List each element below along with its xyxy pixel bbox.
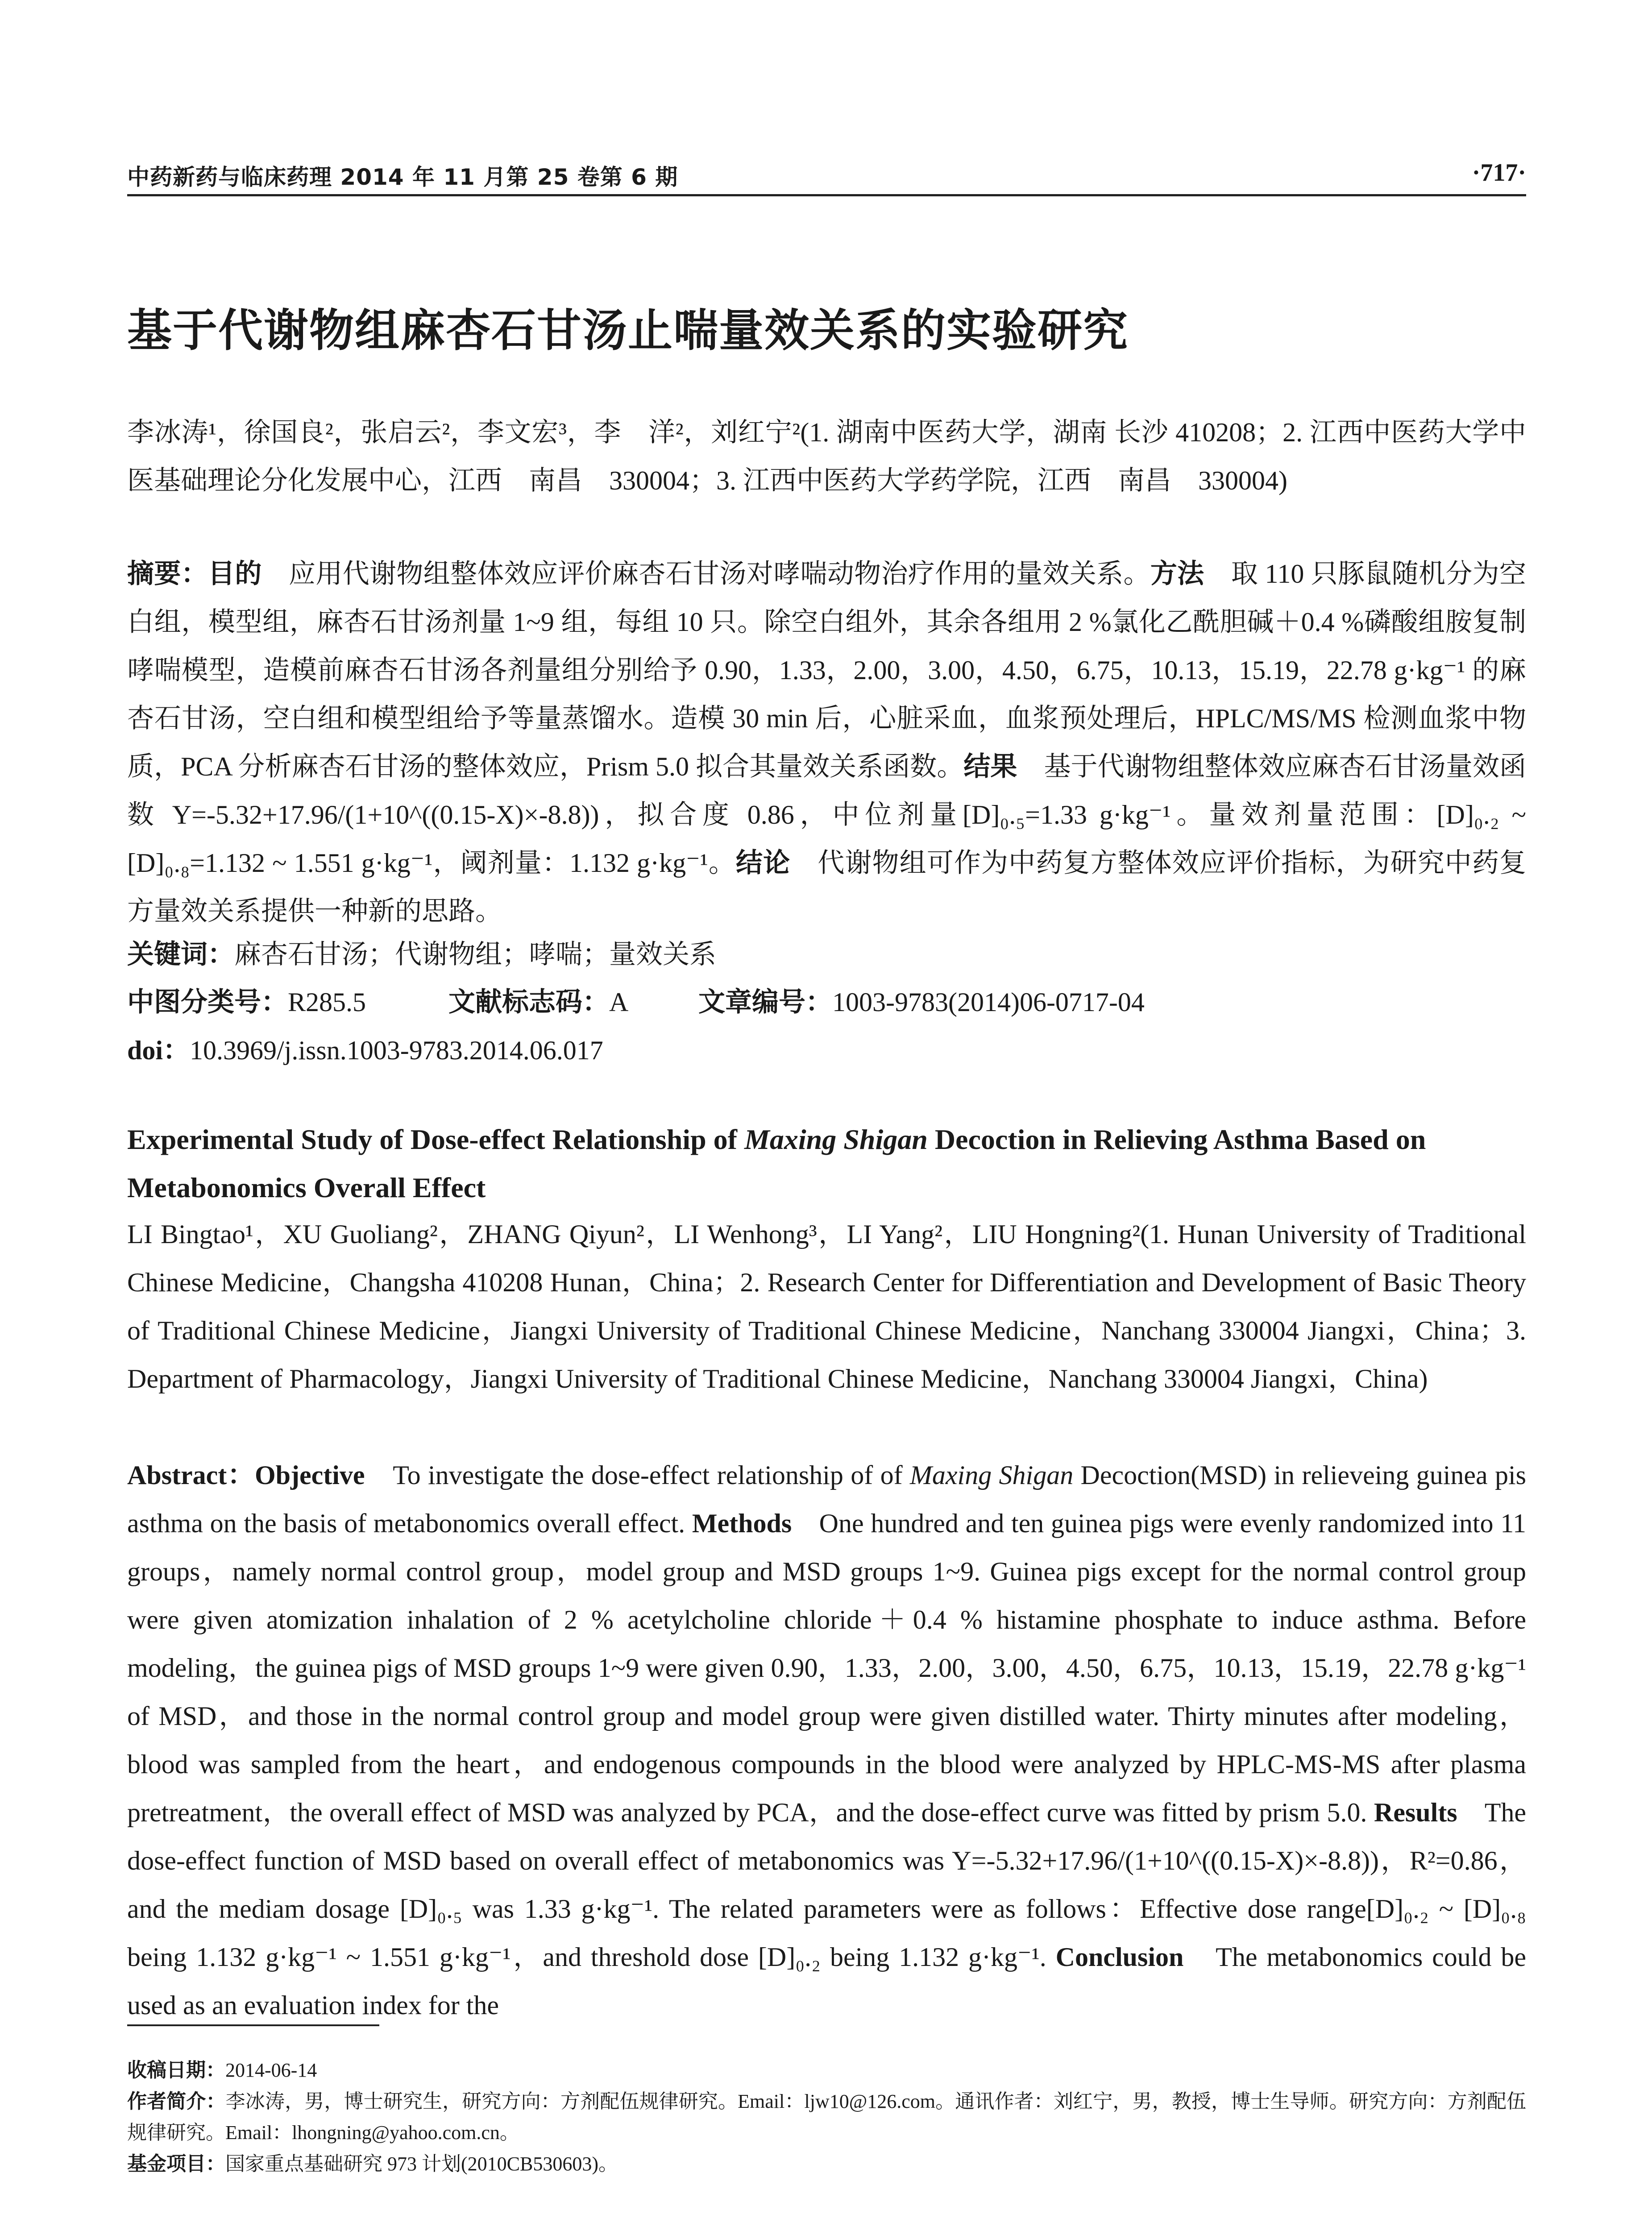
doc-code-label: 文献标志码：: [448, 987, 609, 1018]
doi-label: doi：: [127, 1036, 190, 1065]
footnote-author-info: [127, 2086, 1526, 2148]
funding-label: 基金项目：: [127, 2152, 225, 2175]
english-authors: LI Bingtao¹，XU Guoliang²，ZHANG Qiyun²，LI Wenhong³，LI Yang²，LIU Hongning²(1. Hunan University of Traditional Chinese Medicine，Changsha 410208 Hunan，China；2. Research Center for Differentiation and Development of Basic Theory of Traditional Chinese Medicine，Jiangxi University of Traditional Chinese Medicine，Nanchang 330004 Jiangxi，China；3. Department of Pharmacology，Jiangxi University of Traditional Chinese Medicine，Nanchang 330004 Jiangxi，China): [127, 1219, 1526, 1393]
clc-entry: [127, 978, 448, 1026]
results-text-en: The dose-effect function of MSD based on overall effect of metabonomics was Y=-5.32+17.96/(1+10^((0.15-X)×-8.8))，R²=0.86，and the mediam dosage [D]₀.₅ was 1.33 g·kg⁻¹. The related parameters were as follows：Effective dose range[D]₀.₂ ~ [D]₀.₈ being 1.132 g·kg⁻¹ ~ 1.551 g·kg⁻¹，and threshold dose [D]₀.₂ being 1.132 g·kg⁻¹.: [127, 1798, 1527, 1972]
conclusion-label-cn: 结论: [736, 847, 791, 879]
page-number: ·717·: [1472, 159, 1526, 187]
chinese-authors: 李冰涛¹，徐国良²，张启云²，李文宏³，李 洋²，刘红宁²(1. 湖南中医药大学，湖南 长沙 410208；2. 江西中医药大学中医基础理论分化发展中心，江西 南昌 330004；3. 江西中医药大学药学院，江西 南昌 330004): [127, 418, 1526, 495]
author-info-text: 李冰涛，男，博士研究生，研究方向：方剂配伍规律研究。Email：ljw10@126.com。通讯作者：刘红宁，男，教授，博士生导师。研究方向：方剂配伍规律研究。Email：lhongning@yahoo.com.cn。: [127, 2090, 1526, 2144]
chinese-keywords: [127, 930, 1526, 979]
conclusion-text-en: The metabonomics could be used as an evaluation index for the: [127, 1942, 1526, 2020]
english-title-part2: Decoction in Relieving Asthma Based on Metabonomics Overall Effect: [127, 1124, 1426, 1203]
keywords-text-cn: 麻杏石甘汤；代谢物组；哮喘；量效关系: [234, 940, 716, 969]
author-info-label: 作者简介：: [127, 2090, 226, 2113]
methods-label-en: Methods: [692, 1509, 792, 1538]
objective-label-en: Objective: [254, 1460, 365, 1490]
article-number-label: 文章编号：: [698, 987, 832, 1018]
english-abstract: [127, 1451, 1526, 2029]
funding-text: 国家重点基础研究 973 计划(2010CB530603)。: [225, 2153, 618, 2175]
methods-label-cn: 方法: [1150, 558, 1204, 589]
chinese-title: 基于代谢物组麻杏石甘汤止喘量效关系的实验研究: [127, 304, 1129, 357]
methods-text-en: One hundred and ten guinea pigs were evenly randomized into 11 groups，namely normal control group，model group and MSD groups 1~9. Guinea pigs except for the normal control group were given atomization inhalation of 2 % acetylcholine chloride＋0.4 % histamine phosphate to induce asthma. Before modeling，the guinea pigs of MSD groups 1~9 were given 0.90，1.33，2.00，3.00，4.50，6.75，10.13，15.19，22.78 g·kg⁻¹ of MSD，and those in the normal control group and model group were given distilled water. Thirty minutes after modeling，blood was sampled from the heart，and endogenous compounds in the blood were analyzed by HPLC-MS-MS after plasma pretreatment，the overall effect of MSD was analyzed by PCA，and the dose-effect curve was fitted by prism 5.0.: [127, 1509, 1526, 1827]
doc-code-value: A: [609, 987, 629, 1017]
english-title-italic: Maxing Shigan: [744, 1124, 928, 1155]
received-label: 收稿日期：: [127, 2059, 225, 2082]
results-label-cn: 结果: [963, 751, 1017, 782]
article-number-entry: [698, 978, 1145, 1026]
footnote-funding: [127, 2148, 1526, 2180]
doi-line: [127, 1026, 1526, 1074]
conclusion-text-cn: 代谢物组可作为中药复方整体效应评价指标，为研究中药复方量效关系提供一种新的思路。: [127, 848, 1527, 926]
english-title-part1: Experimental Study of Dose-effect Relationship of: [127, 1124, 744, 1155]
english-title: [127, 1116, 1526, 1212]
keywords-label-cn: 关键词：: [127, 939, 234, 970]
objective-label-cn: 目的: [208, 558, 262, 589]
journal-name: 中药新药与临床药理 2014 年 11 月第 25 卷第 6 期: [127, 164, 678, 190]
abstract-label-en: Abstract：: [127, 1460, 255, 1490]
received-date: 2014-06-14: [225, 2059, 317, 2081]
results-label-en: Results: [1374, 1798, 1457, 1827]
objective-text-en-italic: Maxing Shigan: [909, 1460, 1074, 1490]
chinese-abstract: [127, 550, 1526, 935]
conclusion-label-en: Conclusion: [1055, 1942, 1184, 1972]
doi-link[interactable]: 10.3969/j.issn.1003-9783.2014.06.017: [190, 1036, 603, 1065]
doc-code-entry: [448, 978, 698, 1026]
abstract-label-cn: 摘要：: [127, 558, 208, 589]
footnote-divider: [127, 2024, 379, 2026]
footnote-received: [127, 2055, 1526, 2086]
classification-line: [127, 978, 1526, 1026]
clc-value: R285.5: [288, 987, 366, 1017]
article-number-value: 1003-9783(2014)06-0717-04: [832, 987, 1145, 1017]
objective-text-en-2: Decoction(MSD) in relieveing guinea pis asthma on the basis of metabonomics overall effect.: [127, 1460, 1526, 1538]
objective-text-en-1: To investigate the dose-effect relationship of of: [365, 1460, 910, 1490]
running-header: [127, 158, 1526, 196]
methods-text-cn: 取 110 只豚鼠随机分为空白组，模型组，麻杏石甘汤剂量 1~9 组，每组 10 只。除空白组外，其余各组用 2 %氯化乙酰胆碱＋0.4 %磷酸组胺复制哮喘模型，造模前麻杏石甘汤各剂量组分别给予 0.90，1.33，2.00，3.00，4.50，6.75，10.13，15.19，22.78 g·kg⁻¹ 的麻杏石甘汤，空白组和模型组给予等量蒸馏水。造模 30 min 后，心脏采血，血浆预处理后，HPLC/MS/MS 检测血浆中物质，PCA 分析麻杏石甘汤的整体效应，Prism 5.0 拟合其量效关系函数。: [127, 559, 1527, 781]
objective-text-cn: 应用代谢物组整体效应评价麻杏石甘汤对哮喘动物治疗作用的量效关系。: [261, 559, 1150, 589]
clc-label: 中图分类号：: [127, 987, 288, 1018]
footnotes: [127, 2055, 1526, 2180]
results-text-cn: 基于代谢物组整体效应麻杏石甘汤量效函数 Y=-5.32+17.96/(1+10^((0.15-X)×-8.8))，拟合度 0.86，中位剂量[D]₀.₅=1.33 g·kg⁻¹。量效剂量范围：[D]₀.₂ ~ [D]₀.₈=1.132 ~ 1.551 g·kg⁻¹，阈剂量：1.132 g·kg⁻¹。: [127, 752, 1527, 878]
